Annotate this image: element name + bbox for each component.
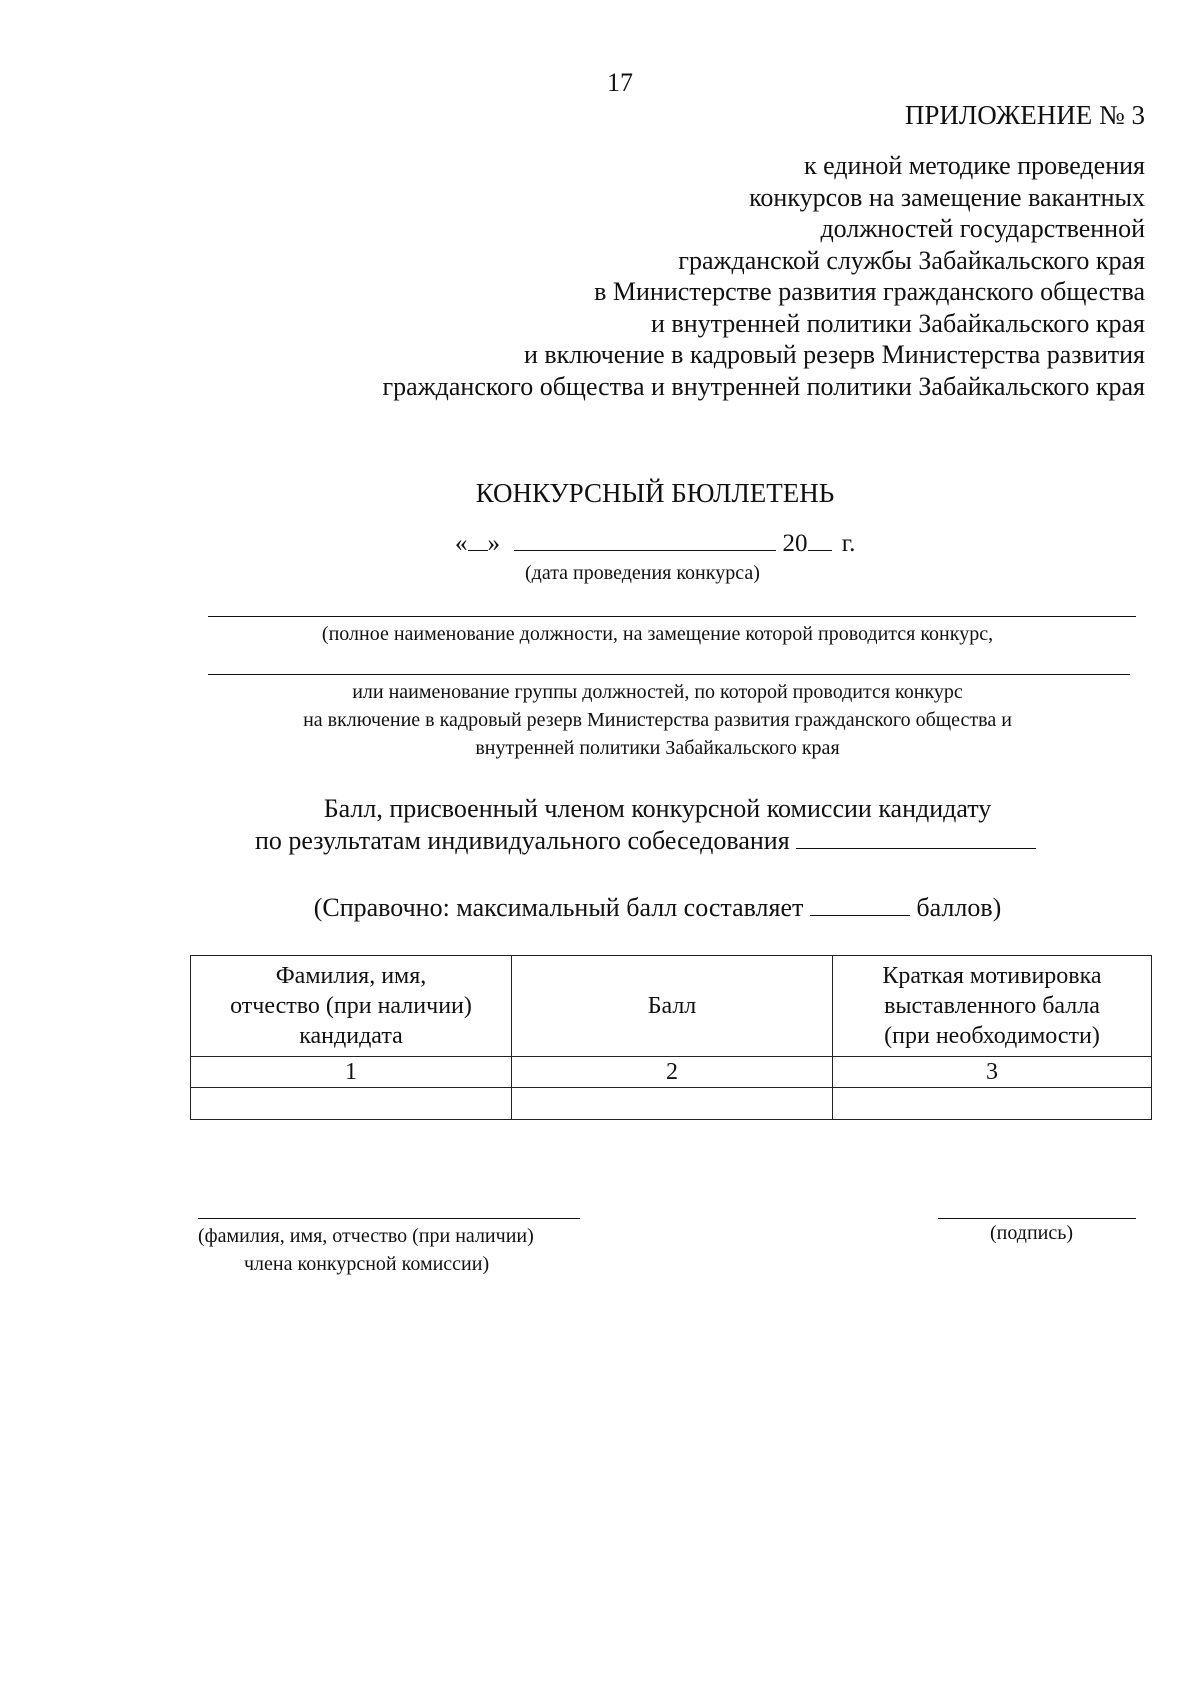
month-blank: [514, 528, 776, 551]
header-line: и внутренней политики Забайкальского края: [651, 308, 1145, 338]
year-suffix: г.: [841, 530, 856, 557]
score-blank: [796, 826, 1036, 849]
header-score: [512, 956, 833, 1057]
member-name-caption: [198, 1222, 534, 1278]
reference-suffix: баллов): [916, 893, 1002, 922]
candidate-table: [190, 955, 1152, 1120]
header-line: Краткая мотивировка: [882, 963, 1102, 989]
day-blank: [468, 528, 488, 551]
header-line: гражданского общества и внутренней политики Забайкальского края: [382, 371, 1145, 401]
score-statement-line-2: [255, 826, 1036, 856]
header-line: Балл: [647, 993, 697, 1019]
table-row: [191, 1057, 1152, 1088]
header-line: выставленного балла: [884, 993, 1100, 1019]
table-cell: [191, 1088, 512, 1120]
open-quote: «: [455, 530, 468, 557]
year-blank: [808, 528, 832, 551]
reference-prefix: (Справочно: максимальный балл составляет: [313, 893, 804, 922]
header-line: в Министерстве развития гражданского общества: [594, 277, 1145, 306]
position-caption: или наименование группы должностей, по которой проводится конкурс: [352, 681, 963, 703]
close-quote: »: [487, 530, 500, 557]
appendix-title: ПРИЛОЖЕНИЕ № 3: [904, 100, 1145, 130]
header-line: конкурсов на замещение вакантных: [749, 182, 1145, 212]
table-cell: [512, 1088, 833, 1120]
reference-note: [0, 893, 1200, 923]
score-statement: Балл, присвоенный членом конкурсной комиссии кандидату: [323, 794, 992, 823]
table-row: [191, 1088, 1152, 1120]
score-label: по результатам индивидуального собеседования: [255, 826, 790, 855]
appendix-reference: [382, 150, 1145, 402]
header-line: Фамилия, имя,: [275, 963, 427, 989]
header-line: кандидата: [299, 1023, 403, 1049]
column-number: 3: [833, 1057, 1152, 1088]
signature-line: [938, 1218, 1136, 1219]
header-candidate: [191, 956, 512, 1057]
max-score-blank: [810, 893, 910, 916]
header-line: отчество (при наличии): [230, 993, 472, 1019]
table-cell: [833, 1088, 1152, 1120]
position-caption: (полное наименование должности, на замещение которой проводится конкурс,: [321, 623, 994, 645]
column-number: 2: [512, 1057, 833, 1088]
header-line: гражданской службы Забайкальского края: [678, 245, 1145, 275]
caption-line: члена конкурсной комиссии): [244, 1253, 490, 1275]
position-caption: на включение в кадровый резерв Министерства развития гражданского общества и: [303, 709, 1012, 731]
signature-caption: (подпись): [990, 1222, 1074, 1244]
date-field: [455, 528, 855, 558]
position-line: [208, 674, 1130, 675]
position-line: [208, 616, 1136, 617]
page-number: 17: [607, 68, 633, 97]
position-caption: внутренней политики Забайкальского края: [475, 737, 840, 759]
header-motivation: [833, 956, 1152, 1057]
header-line: должностей государственной: [820, 214, 1145, 243]
caption-line: (фамилия, имя, отчество (при наличии): [198, 1225, 534, 1247]
column-number: 1: [191, 1057, 512, 1088]
year-prefix: 20: [782, 530, 808, 557]
header-line: к единой методике проведения: [803, 151, 1145, 180]
document-title: КОНКУРСНЫЙ БЮЛЛЕТЕНЬ: [475, 478, 835, 508]
name-signature-line: [198, 1218, 580, 1219]
header-line: (при необходимости): [884, 1023, 1100, 1049]
date-caption: (дата проведения конкурса): [525, 562, 760, 584]
header-line: и включение в кадровый резерв Министерства развития: [523, 340, 1145, 369]
